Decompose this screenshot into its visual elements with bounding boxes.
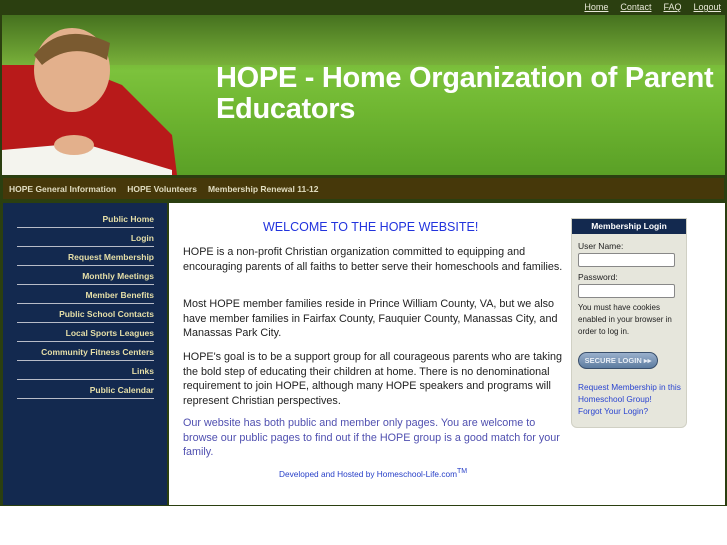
top-link-contact[interactable]: Contact [620,2,652,12]
password-label: Password: [578,272,618,282]
footer-credit[interactable] [279,468,467,479]
sidebar-item-local-sports-leagues[interactable]: Local Sports Leagues [17,323,154,342]
goal-paragraph: HOPE's goal is to be a support group for all courageous parents who are taking the bold step of educating their children at home. There is no denominational requirement to join HOPE, although many HOPE speakers and programs will represent Christian perspectives. [183,351,562,407]
login-box-title: Membership Login [572,219,686,234]
secure-login-button[interactable]: SECURE LOGIN ▸▸ [578,352,658,369]
main-content [169,203,725,505]
top-link-home[interactable]: Home [584,2,609,12]
cookies-note: You must have cookies enabled in your browser in order to log in. [578,303,672,336]
sidebar-item-login[interactable]: Login [17,228,154,247]
sidebar-item-public-home[interactable]: Public Home [17,209,154,228]
membership-area-paragraph: Most HOPE member families reside in Prince William County, VA, but we also have member families in Fairfax County, Fauquier County, Manassas City, and Manassas Park City. [183,298,558,339]
top-link-logout[interactable]: Logout [693,2,721,12]
website-info-paragraph: Our website has both public and member only pages. You are welcome to browse our public pages to find out if the HOPE group is a good match for your family. [183,417,560,458]
username-label: User Name: [578,241,624,251]
main-nav [2,177,725,200]
welcome-heading: WELCOME TO THE HOPE WEBSITE! [263,220,479,234]
sidebar-item-public-school-contacts[interactable]: Public School Contacts [17,304,154,323]
sidebar-item-request-membership[interactable]: Request Membership [17,247,154,266]
top-link-faq[interactable]: FAQ [663,2,682,12]
header-banner [2,15,725,175]
password-input[interactable] [578,284,675,298]
trademark: TM [457,468,468,475]
site-title: HOPE - Home Organization of Parent Educators [216,62,714,125]
sidebar-item-monthly-meetings[interactable]: Monthly Meetings [17,266,154,285]
top-links [584,2,721,12]
banner-boy-reading-image [2,25,192,175]
sidebar-item-community-fitness-centers[interactable]: Community Fitness Centers [17,342,154,361]
forgot-login-link[interactable]: Forgot Your Login? [578,406,649,416]
nav-membership-renewal[interactable]: Membership Renewal 11-12 [207,183,319,194]
username-input[interactable] [578,253,675,267]
sidebar-item-member-benefits[interactable]: Member Benefits [17,285,154,304]
intro-paragraph: HOPE is a non-profit Christian organization committed to equipping and encouraging parents of all faiths to better serve their homeschools and families. [183,246,563,273]
sidebar-item-public-calendar[interactable]: Public Calendar [17,380,154,399]
sidebar [3,203,167,505]
sidebar-item-links[interactable]: Links [17,361,154,380]
nav-general-info[interactable]: HOPE General Information [9,183,117,194]
membership-login-box [571,218,687,428]
footer-credit-text[interactable]: Developed and Hosted by Homeschool-Life.com [279,468,458,479]
nav-volunteers[interactable]: HOPE Volunteers [127,183,197,194]
request-membership-link[interactable]: Request Membership in this Homeschool Group! [578,382,681,404]
